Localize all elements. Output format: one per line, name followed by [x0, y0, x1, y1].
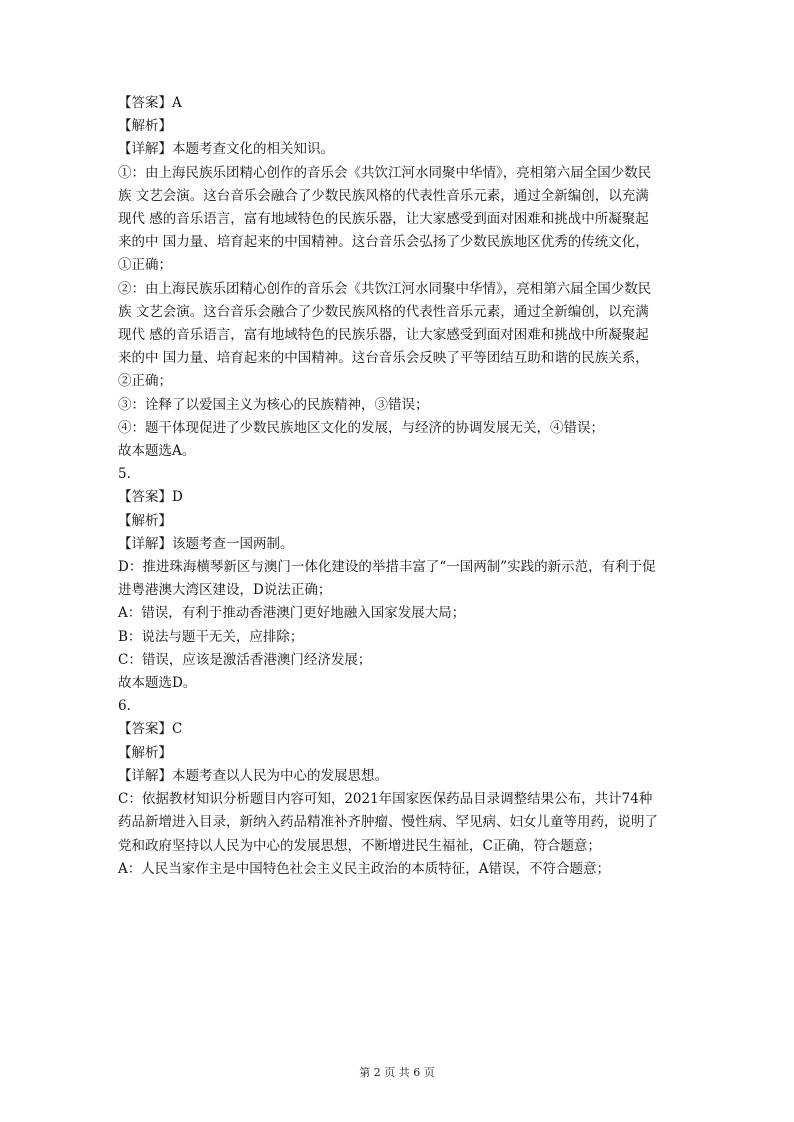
text-line: ①正确；	[118, 257, 172, 274]
text-line: ②：由上海民族乐团精心创作的音乐会《共饮江河水同聚中华情》，亮相第六届全国少数民	[118, 280, 652, 297]
text-line: 【答案】D	[118, 489, 183, 506]
text-line: 族 文艺会演。这台音乐会融合了少数民族风格的代表性音乐元素，通过全新编创，以充满	[118, 187, 649, 204]
text-line: 现代 感的音乐语言，富有地域特色的民族乐器，让大家感受到面对困难和挑战中所凝聚起	[118, 327, 649, 344]
text-line: 来的中 国力量、培育起来的中国精神。这台音乐会反映了平等团结互助和谐的民族关系，	[118, 350, 649, 367]
text-line: 【详解】本题考查以人民为中心的发展思想。	[118, 767, 388, 784]
text-line: 【详解】本题考查文化的相关知识。	[118, 141, 334, 158]
text-line: 故本题选D。	[118, 675, 197, 692]
text-line: 【解析】	[118, 512, 172, 529]
text-line: C：依据教材知识分析题目内容可知，2021年国家医保药品目录调整结果公布，共计74种	[118, 791, 653, 808]
text-line: D：推进珠海横琴新区与澳门一体化建设的举措丰富了“一国两制”实践的新示范，有利于促	[118, 559, 656, 576]
text-line: 【解析】	[118, 744, 172, 761]
text-line: 族 文艺会演。这台音乐会融合了少数民族风格的代表性音乐元素，通过全新编创，以充满	[118, 303, 649, 320]
text-line: ③：诠释了以爱国主义为核心的民族精神，③错误；	[118, 396, 429, 413]
text-line: 进粤港澳大湾区建设，D说法正确；	[118, 582, 332, 599]
text-line: 故本题选A。	[118, 443, 196, 460]
answer-text	[118, 92, 678, 881]
text-line: 来的中 国力量、培育起来的中国精神。这台音乐会弘扬了少数民族地区优秀的传统文化，	[118, 234, 649, 251]
text-line: 党和政府坚持以人民为中心的发展思想，不断增进民生福祉，C正确，符合题意；	[118, 837, 601, 854]
text-line: 【答案】C	[118, 721, 183, 738]
text-line: ②正确；	[118, 373, 172, 390]
text-line: 药品新增进入目录，新纳入药品精准补齐肿瘤、慢性病、罕见病、妇女儿童等用药，说明了	[118, 814, 658, 831]
text-line: B：说法与题干无关，应排除；	[118, 628, 304, 645]
text-line: ④：题干体现促进了少数民族地区文化的发展，与经济的协调发展无关，④错误；	[118, 419, 604, 436]
text-line: 6.	[118, 698, 131, 715]
text-line: 【答案】A	[118, 95, 182, 111]
text-line: 【解析】	[118, 118, 172, 135]
text-line: 现代 感的音乐语言，富有地域特色的民族乐器，让大家感受到面对困难和挑战中所凝聚起	[118, 211, 649, 228]
text-line: A：错误，有利于推动香港澳门更好地融入国家发展大局；	[118, 605, 466, 622]
text-line: ①：由上海民族乐团精心创作的音乐会《共饮江河水同聚中华情》，亮相第六届全国少数民	[118, 164, 652, 181]
text-line: 【详解】该题考查一国两制。	[118, 535, 294, 552]
text-line: C：错误，应该是激活香港澳门经济发展；	[118, 651, 372, 668]
text-line: A：人民当家作主是中国特色社会主义民主政治的本质特征，A错误，不符合题意；	[118, 860, 610, 877]
page-footer: 第 2 页 共 6 页	[359, 1066, 435, 1079]
text-line: 5.	[118, 466, 131, 483]
